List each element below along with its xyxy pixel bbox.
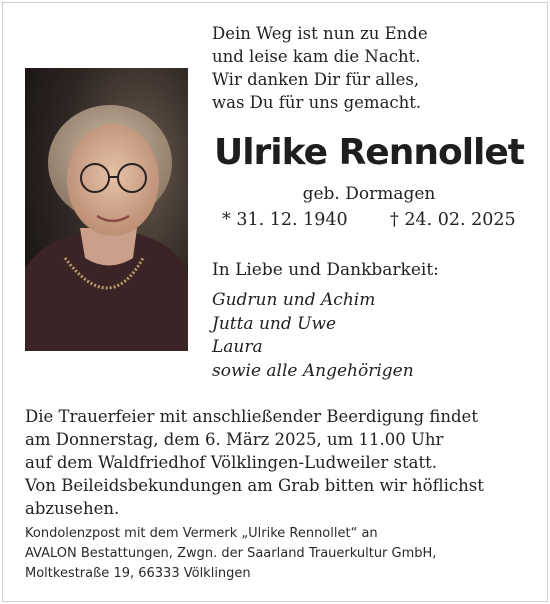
service-line: am Donnerstag, dem 6. März 2025, um 11.00 Uhr [25, 430, 444, 449]
contact-line: AVALON Bestattungen, Zwgn. der Saarland Trauerkultur GmbH, [25, 546, 437, 561]
portrait-photo [25, 68, 188, 351]
poem-line: Wir danken Dir für alles, [212, 70, 420, 89]
poem-line: und leise kam die Nacht. [212, 47, 421, 66]
portrait-illustration [25, 68, 188, 351]
service-line: Die Trauerfeier mit anschließender Beerdigung findet [25, 407, 478, 426]
service-line: Von Beileidsbekundungen am Grab bitten wir höflichst [25, 476, 484, 495]
poem-line: was Du für uns gemacht. [212, 93, 422, 112]
mourner-entry: Gudrun und Achim [212, 290, 376, 310]
service-line: auf dem Waldfriedhof Völklingen-Ludweiler statt. [25, 453, 437, 472]
maiden-name: geb. Dormagen [302, 184, 436, 204]
mourners-list [212, 289, 414, 383]
thanks-heading: In Liebe und Dankbarkeit: [212, 260, 439, 280]
mourner-entry: sowie alle Angehörigen [212, 360, 414, 381]
mourner-entry: Laura [212, 337, 263, 357]
poem [212, 22, 428, 114]
mourner-entry: Jutta und Uwe [212, 313, 337, 334]
deceased-name: Ulrike Rennollet [213, 132, 525, 173]
contact-line: Moltkestraße 19, 66333 Völklingen [25, 566, 251, 581]
contact-info [25, 524, 436, 584]
service-info [25, 405, 484, 520]
death-date: † 24. 02. 2025 [390, 210, 516, 230]
poem-line: Dein Weg ist nun zu Ende [212, 24, 428, 43]
service-line: abzusehen. [25, 499, 120, 518]
contact-line: Kondolenzpost mit dem Vermerk „Ulrike Rennollet“ an [25, 526, 378, 541]
birth-date: * 31. 12. 1940 [222, 210, 348, 230]
